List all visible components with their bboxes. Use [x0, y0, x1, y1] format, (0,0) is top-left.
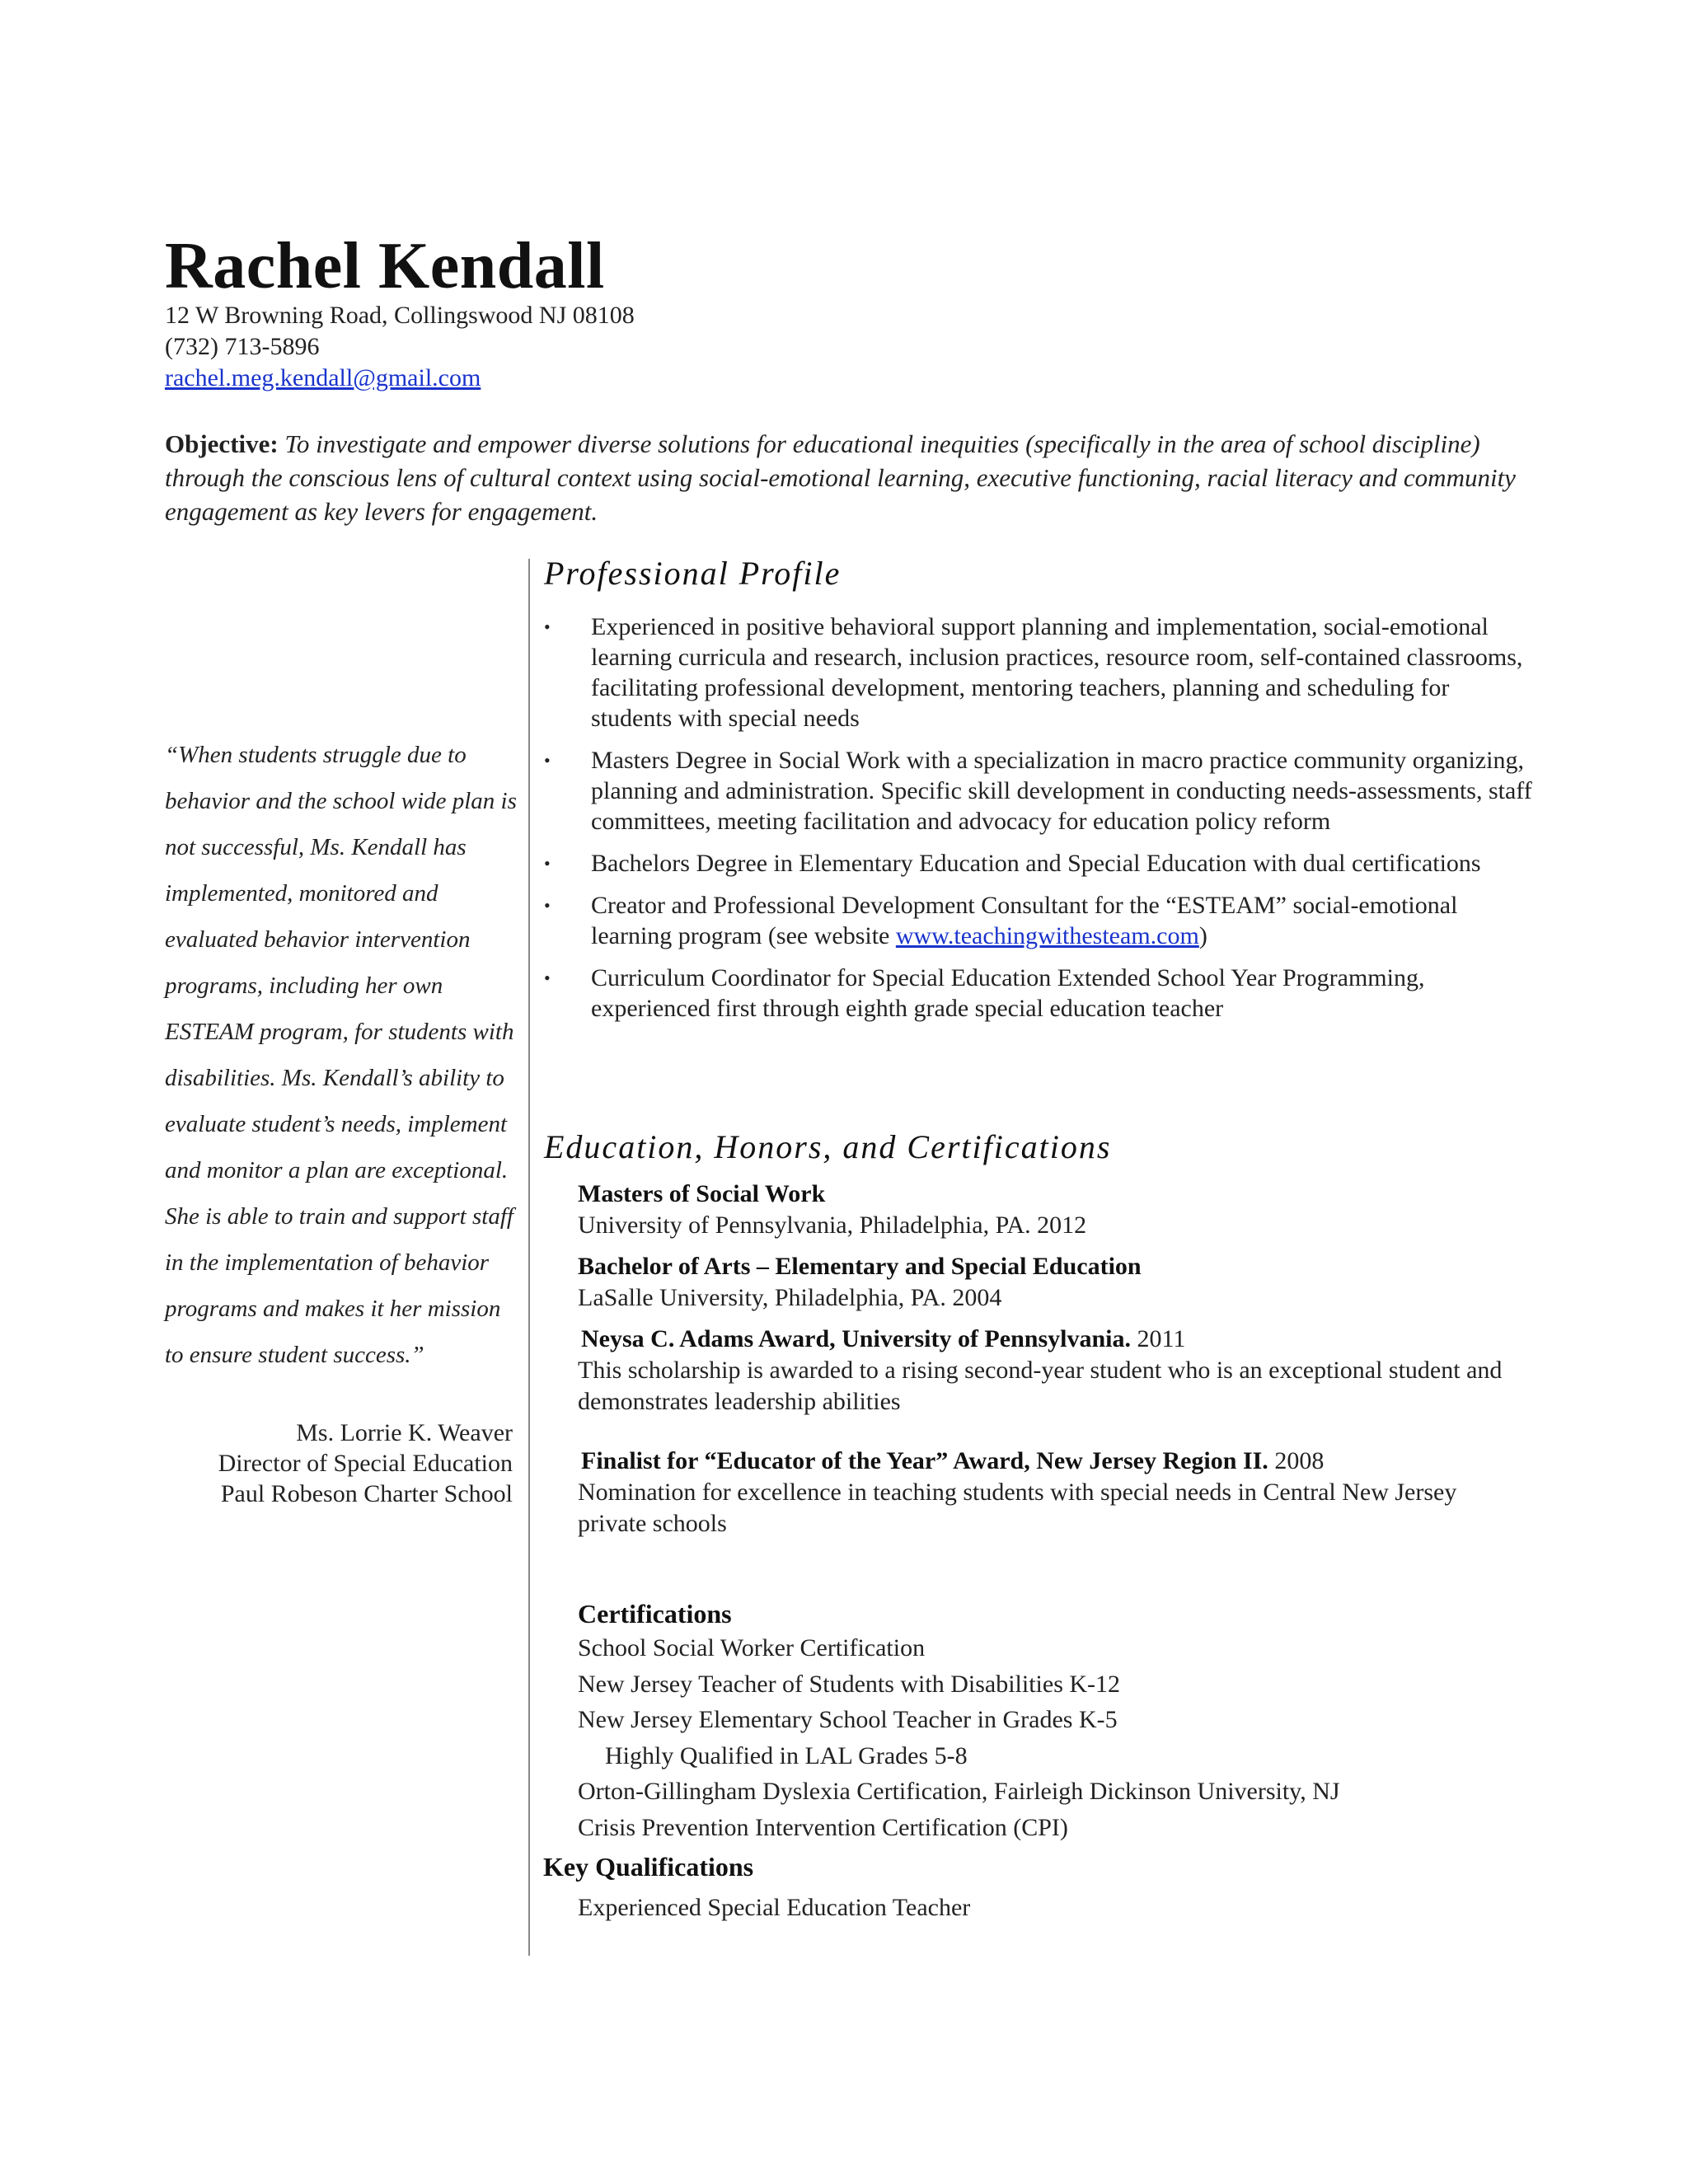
list-item: New Jersey Teacher of Students with Disabilities K-12 [578, 1670, 1121, 1698]
objective [165, 427, 1517, 528]
bullet: • [544, 895, 551, 916]
list-item: • Curriculum Coordinator for Special Education Extended School Year Programming, experienced first through eighth grade special education teacher [544, 964, 1425, 1022]
candidate-name: Rachel Kendall [165, 230, 605, 302]
list-item: School Social Worker Certification [578, 1634, 926, 1661]
attribution-name: Ms. Lorrie K. Weaver [296, 1419, 513, 1446]
list-item: New Jersey Elementary School Teacher in Grades K-5 [578, 1706, 1118, 1733]
list-item: Experienced Special Education Teacher [578, 1894, 971, 1921]
bullet: • [544, 750, 551, 771]
award-entry-adams: Neysa C. Adams Award, University of Pennsylvania. 2011 This scholarship is awarded to a rising second-year student who is an exceptional student and demonstrates leadership abilities [578, 1325, 1503, 1415]
bullet: • [544, 616, 551, 637]
certifications-heading: Certifications [578, 1599, 732, 1629]
list-item: • Creator and Professional Development Consultant for the “ESTEAM” social-emotional learning program (see website www.teachingwithesteam.com) [544, 892, 1458, 949]
list-item: • Masters Degree in Social Work with a specialization in macro practice community organizing, planning and administration. Specific skill development in conducting needs-assessments, staff committees, meeting facilitation and advocacy for education policy reform [544, 747, 1532, 835]
objective-text: To investigate and empower diverse solutions for educational inequities (specifically in the area of school discipline) through the conscious lens of cultural context using social-emotional learning, executive functioning, racial literacy and community engagement as key levers for engagement. [165, 429, 1516, 526]
section-heading-profile: Professional Profile [544, 555, 842, 592]
key-qualifications-heading: Key Qualifications [543, 1852, 754, 1882]
award-entry-educator-of-year: Finalist for “Educator of the Year” Award, New Jersey Region II. 2008 Nomination for excellence in teaching students with special needs in Central New Jersey private schools [578, 1447, 1457, 1537]
list-item: Crisis Prevention Intervention Certification (CPI) [578, 1813, 1068, 1841]
attribution-title: Director of Special Education [218, 1450, 513, 1477]
testimonial-attribution [165, 1418, 513, 1509]
testimonial-quote: “When students struggle due to behavior and the school wide plan is not successful, Ms. Kendall has implemented, monitored and evaluated behavior intervention programs, including her own ESTEAM program, for students with disabilities. Ms. Kendall’s ability to evaluate student’s needs, implement and monitor a plan are exceptional. She is able to train and support staff in the implementation of behavior programs and makes it her mission to ensure student success.” [165, 742, 517, 1368]
list-item: • Bachelors Degree in Elementary Education and Special Education with dual certifications [544, 850, 1481, 877]
section-heading-education: Education, Honors, and Certifications [544, 1128, 1112, 1165]
bullet: • [544, 853, 551, 874]
email-link[interactable]: rachel.meg.kendall@gmail.com [165, 364, 481, 391]
list-item: Highly Qualified in LAL Grades 5-8 [605, 1741, 968, 1769]
bullet: • [544, 968, 551, 988]
certifications-block [578, 1597, 1340, 1845]
attribution-school: Paul Robeson Charter School [220, 1480, 513, 1507]
address: 12 W Browning Road, Collingswood NJ 08108 [165, 302, 635, 329]
esteam-website-link[interactable]: www.teachingwithesteam.com [895, 922, 1199, 949]
objective-label: Objective: [165, 429, 279, 458]
profile-list [544, 612, 1533, 1035]
list-item: • Experienced in positive behavioral support planning and implementation, social-emotional learning curricula and research, inclusion practices, resource room, self-contained classrooms, facilitating professional development, mentoring teachers, planning and scheduling for students with special needs [544, 613, 1523, 732]
phone-number: (732) 713-5896 [165, 333, 320, 360]
education-entry-ba: Bachelor of Arts – Elementary and Special Education LaSalle University, Philadelphia, PA. 2004 [578, 1253, 1142, 1311]
list-item: Orton-Gillingham Dyslexia Certification, Fairleigh Dickinson University, NJ [578, 1778, 1340, 1805]
column-divider [528, 559, 530, 1956]
education-entry-msw: Masters of Social Work University of Pennsylvania, Philadelphia, PA. 2012 [578, 1180, 1087, 1239]
